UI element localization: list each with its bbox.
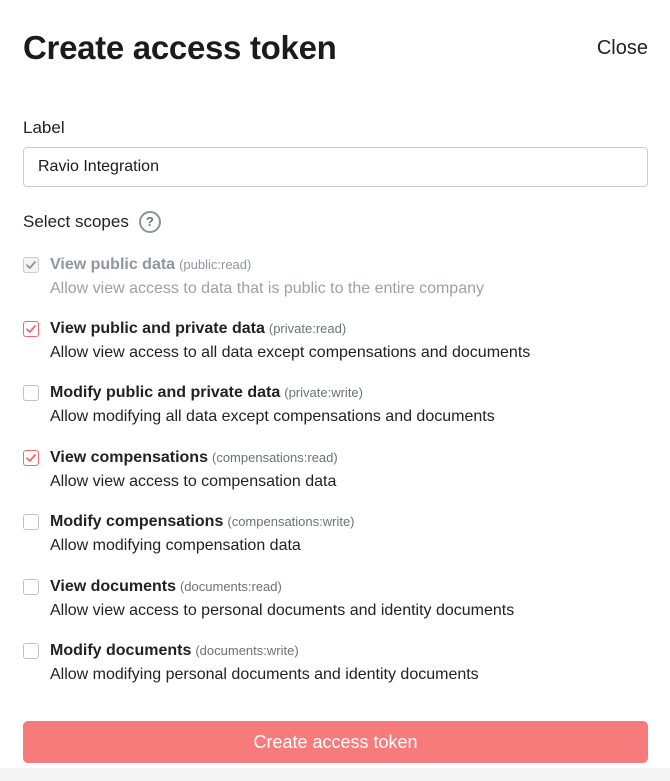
scope-code: (private:read) (268, 321, 347, 336)
scope-description: Allow modifying all data except compensations and documents (50, 408, 495, 425)
scope-item-documents-write[interactable] (23, 640, 648, 690)
scope-name: View compensations (50, 449, 208, 466)
scope-checkbox[interactable] (23, 257, 39, 273)
scopes-header (23, 210, 161, 234)
scope-checkbox[interactable] (23, 385, 39, 401)
scope-item-private-write[interactable] (23, 382, 648, 432)
scope-item-private-read[interactable] (23, 318, 648, 368)
scope-checkbox[interactable] (23, 643, 39, 659)
scope-code: (private:write) (284, 385, 363, 400)
check-icon (25, 259, 37, 271)
scope-checkbox[interactable] (23, 514, 39, 530)
scope-code: (documents:read) (179, 579, 282, 594)
bottom-strip (0, 768, 670, 781)
check-icon (25, 323, 37, 335)
scope-description: Allow modifying compensation data (50, 537, 301, 554)
scopes-heading: Select scopes (23, 212, 129, 231)
scope-name: Modify compensations (50, 513, 224, 530)
scope-description: Allow view access to data that is public to the entire company (50, 280, 484, 297)
question-circle-icon[interactable]: ? (139, 211, 161, 233)
label-input[interactable] (23, 147, 648, 187)
scope-code: (compensations:write) (227, 514, 355, 529)
close-button[interactable]: Close (596, 37, 648, 59)
scope-item-documents-read[interactable] (23, 576, 648, 626)
scope-description: Allow view access to personal documents and identity documents (50, 602, 515, 619)
scope-description: Allow modifying personal documents and identity documents (50, 666, 479, 683)
label-field-label: Label (23, 118, 65, 137)
scope-description: Allow view access to compensation data (50, 473, 337, 490)
scope-checkbox[interactable] (23, 321, 39, 337)
scope-code: (documents:write) (195, 643, 299, 658)
scope-name: Modify public and private data (50, 384, 281, 401)
check-icon (25, 452, 37, 464)
scope-item-public-read[interactable] (23, 254, 648, 304)
scope-checkbox[interactable] (23, 450, 39, 466)
scope-code: (public:read) (179, 257, 252, 272)
dialog-title: Create access token (23, 29, 337, 66)
scope-name: Modify documents (50, 642, 192, 659)
scope-checkbox[interactable] (23, 579, 39, 595)
scope-description: Allow view access to all data except compensations and documents (50, 344, 531, 361)
scope-name: View documents (50, 578, 176, 595)
create-access-token-button[interactable]: Create access token (23, 721, 648, 763)
scope-item-compensations-read[interactable] (23, 447, 648, 497)
scope-item-compensations-write[interactable] (23, 511, 648, 561)
scope-name: View public and private data (50, 320, 265, 337)
scope-code: (compensations:read) (211, 450, 338, 465)
scope-name: View public data (50, 256, 176, 273)
